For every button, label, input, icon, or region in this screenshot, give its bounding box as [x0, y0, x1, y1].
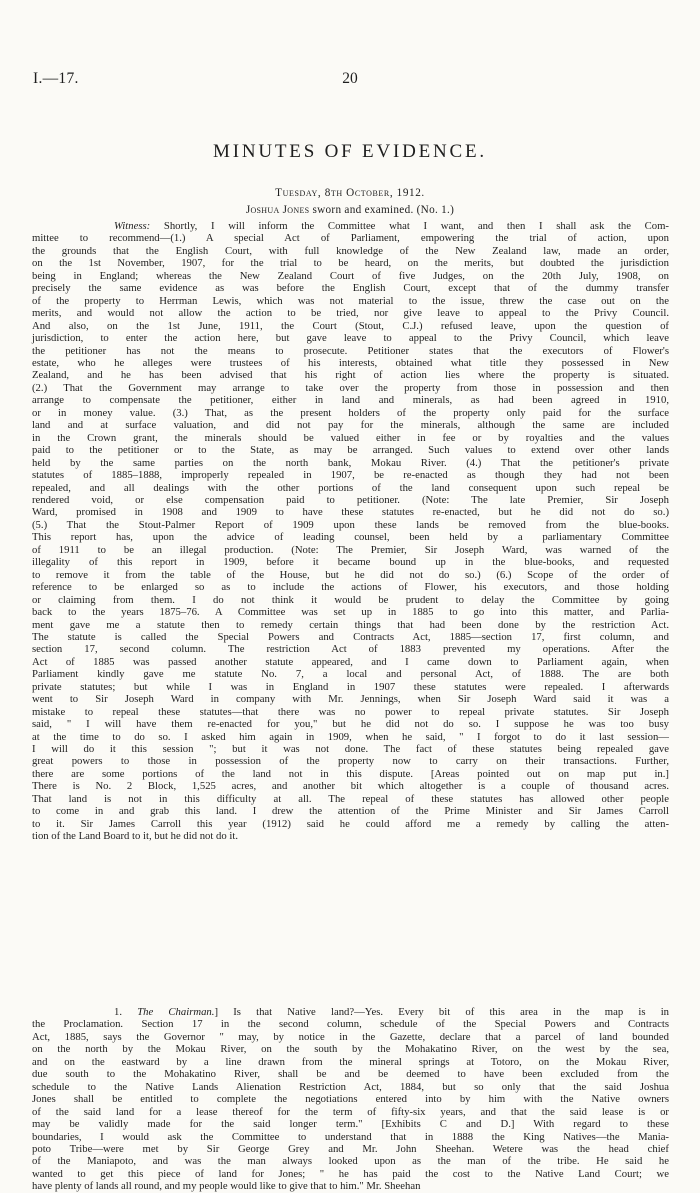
text-line: [32, 457, 669, 469]
evidence-paragraph-2: [32, 1006, 669, 1193]
line-text: And also, on the 1st June, 1911, the Court (Stout, C.J.) refused leave, upon the question of: [32, 319, 669, 332]
line-text: land and at surface valuation, and did not pay for the minerals, although the same are included: [32, 419, 669, 432]
text-line: [32, 681, 669, 693]
line-text: went to Sir Joseph Ward in company with Mr. Jennings, when Sir Joseph Ward said it was a: [32, 693, 669, 706]
line-text: said, " I will have them re-enacted for you," but he did not do so. I suppose he was too busy: [32, 718, 669, 731]
text-line: [32, 818, 669, 830]
witness-name: Joshua Jones: [245, 204, 310, 216]
line-text: ] Is that Native land?—Yes. Every bit of this area in the map is in: [214, 1006, 670, 1018]
text-line: [32, 307, 669, 319]
text-line: [32, 1106, 669, 1118]
text-line: [32, 232, 669, 244]
text-line: [32, 718, 669, 730]
speaker-label: The Chairman.: [137, 1006, 215, 1018]
text-line: [32, 270, 669, 282]
text-line: [32, 581, 669, 593]
text-line: [32, 519, 669, 531]
line-text: being in England; whereas the New Zealand Court of five Judges, on the 20th July, 1908, on: [32, 269, 669, 282]
text-line: [32, 656, 669, 668]
line-text: poto Tribe—were met by Sir George Grey and Mr. John Sheehan. Wetere was the head chief: [32, 1142, 669, 1155]
text-line: [32, 1180, 669, 1192]
line-text: There is No. 2 Block, 1,525 acres, and another bit which altogether is a couple of thousand acres.: [32, 780, 669, 793]
text-line: [32, 469, 669, 481]
text-line: [32, 394, 669, 406]
text-line: [32, 1068, 669, 1080]
line-text: Jones shall be entitled to complete the negotiations entered into by him with the Native owners: [32, 1093, 669, 1106]
text-line: [32, 1155, 669, 1167]
text-line: [32, 220, 669, 232]
date-day: Tuesday: [275, 187, 318, 199]
text-line: [32, 1006, 669, 1018]
text-line: [32, 482, 669, 494]
line-text: arrange to compensate the petitioner, either in land and minerals, as had been agreed in 1910,: [32, 394, 669, 407]
date-line: [0, 187, 700, 199]
text-line: [32, 419, 669, 431]
text-line: [32, 1093, 669, 1105]
text-line: [32, 1131, 669, 1143]
text-line: [32, 444, 669, 456]
line-text: to remove it from the table of the House, but he did not do so.) (6.) Scope of the order of: [32, 568, 669, 581]
text-line: [32, 544, 669, 556]
line-text: rendered void, or else compensation paid to petitioner. (Note: The late Premier, Sir Joseph: [32, 493, 669, 506]
witness-label: Witness:: [114, 220, 151, 232]
line-text: Shortly, I will inform the Committee what I want, and then I shall ask the Com-: [150, 220, 669, 232]
line-text: to it. Sir James Carroll this year (1912) said he could afford me a remedy by calling the atten-: [32, 817, 669, 830]
page-title: MINUTES OF EVIDENCE.: [213, 141, 487, 162]
line-text: statutes of 1885–1888, improperly repealed in 1907, be re-enacted as though they had not been: [32, 469, 669, 482]
text-line: [32, 1118, 669, 1130]
line-text: repealed, and all dealings with the other portions of the land consequent upon such repeal be: [32, 481, 669, 494]
text-line: [32, 594, 669, 606]
date-rest: , 8th October, 1912.: [317, 187, 425, 199]
line-text: merits, and would not allow the action to be tried, nor give leave to appeal to the Privy Council.: [32, 307, 669, 320]
line-text: That land is not in this difficulty at all. The repeal of these statutes has allowed other people: [32, 792, 669, 805]
line-text: due south to the Mohakatino River, shall be and be deemed to have been excluded from the: [32, 1068, 669, 1081]
line-text: Act of 1885 was passed another statute appeared, and I came down to Parliament again, when: [32, 655, 669, 668]
line-text: on the 1st November, 1907, for the trial to be heard, on the merits, but doubted the jurisdiction: [32, 257, 669, 270]
text-line: [32, 506, 669, 518]
line-text: schedule to the Native Lands Alienation Restriction Act, 1884, but so only that the said Joshua: [32, 1080, 669, 1093]
line-text: Ward, promised in 1908 and 1909 to have these statutes re-enacted, but he did not do so.): [32, 506, 669, 519]
text-line: [32, 606, 669, 618]
text-line: [32, 382, 669, 394]
line-text: there are some portions of the land not in this dispute. [Areas pointed out on map put in.]: [32, 767, 669, 780]
line-text: of the property to Herrman Lewis, which was not material to the issue, threw the case out on the: [32, 294, 669, 307]
text-line: [32, 1056, 669, 1068]
text-line: [32, 1081, 669, 1093]
text-line: [32, 805, 669, 817]
text-line: [32, 780, 669, 792]
text-line: [32, 282, 669, 294]
text-line: [32, 1031, 669, 1043]
text-line: [32, 631, 669, 643]
text-line: [32, 1043, 669, 1055]
text-line: [32, 295, 669, 307]
text-line: [32, 793, 669, 805]
text-line: [32, 494, 669, 506]
line-text: mistake to repeal these statutes—that there was no power to repeal private statutes. Sir Joseph: [32, 705, 669, 718]
text-line: [32, 332, 669, 344]
witness-rest: sworn and examined. (No. 1.): [309, 204, 455, 216]
text-line: [32, 345, 669, 357]
text-line: [32, 643, 669, 655]
line-text: the petitioner has not the means to prosecute. Petitioner states that the executors of Flower's: [32, 344, 669, 357]
line-text: and on the eastward by a line drawn from the mineral springs at Totoro, on the Mokau River,: [32, 1055, 669, 1068]
line-text: the Proclamation. Section 17 in the second column, schedule of the Special Powers and Contracts: [32, 1018, 669, 1031]
line-text: (2.) That the Government may arrange to take over the property from those in possession and then: [32, 381, 669, 394]
text-line: [32, 693, 669, 705]
line-text: held by the same parties on the north bank, Mokau River. (4.) That the petitioner's private: [32, 456, 669, 469]
text-line: [32, 369, 669, 381]
line-text: section 17, second column. The restriction Act of 1883 prevented my operations. After the: [32, 643, 669, 656]
text-line: [32, 706, 669, 718]
sessional-paper-reference: I.—17.: [33, 70, 79, 87]
text-line: [32, 257, 669, 269]
line-text: may be validly made for the said longer term." [Exhibits C and D.] With regard to these: [32, 1118, 669, 1131]
line-text: at the time to do so. I asked him again in 1909, when he said, " I forgot to do it last session—: [32, 730, 669, 743]
text-line: [32, 556, 669, 568]
line-text: Zealand, and he has been advised that his right of action lies where the property is situated.: [32, 369, 669, 382]
text-line: [32, 768, 669, 780]
line-text: Act, 1885, says the Governor " may, by notice in the Gazette, declare that a parcel of land bounded: [32, 1030, 669, 1043]
line-text: in the Crown grant, the minerals should be valued either in fee or by royalties and the values: [32, 431, 669, 444]
line-text: reference to be enlarged so as to include the actions of Flower, his executors, and those holding: [32, 581, 669, 594]
line-text: on the north by the Mokau River, on the south by the Mohakatino River, on the west by the sea,: [32, 1043, 669, 1056]
line-text: tion of the Land Board to it, but he did not do it.: [32, 830, 239, 843]
text-line: [32, 731, 669, 743]
line-text: of 1911 to be an illegal production. (Note: The Premier, Sir Joseph Ward, was warned of the: [32, 543, 669, 556]
text-line: [32, 320, 669, 332]
text-line: [32, 245, 669, 257]
line-text: jurisdiction, to enter the action here, but gave leave to appeal to the Privy Council, which leave: [32, 332, 669, 345]
text-line: [32, 432, 669, 444]
text-line: [32, 569, 669, 581]
line-text: the grounds that the English Court, with full knowledge of the New Zealand law, made an order,: [32, 244, 669, 257]
line-text: or claiming from them. I do not think it would be prudent to delay the Committee by going: [32, 593, 669, 606]
line-text: This report has, upon the advice of leading counsel, been held by a parliamentary Committee: [32, 531, 669, 544]
line-text: (5.) That the Stout-Palmer Report of 1909 upon these lands be removed from the blue-books.: [32, 518, 669, 531]
text-line: [32, 1018, 669, 1030]
line-text: to come in and grab this land. I drew the attention of the Prime Minister and Sir James Carroll: [32, 805, 669, 818]
text-line: [32, 407, 669, 419]
text-line: [32, 531, 669, 543]
line-text: wanted to get this piece of land for Jones; " he has paid the cost to the Native Land Court; we: [32, 1167, 669, 1180]
text-line: [32, 619, 669, 631]
line-text: illegality of this report in 1909, before it became bound up in the blue-books, and requested: [32, 556, 669, 569]
line-text: The statute is called the Special Powers and Contracts Act, 1885—section 17, first column, and: [32, 630, 669, 643]
text-line: [32, 743, 669, 755]
line-text: mittee to recommend—(1.) A special Act of Parliament, empowering the trial of action, upon: [32, 232, 669, 245]
line-text: precisely the same evidence as was before the English Court, except that of the dummy transfer: [32, 282, 669, 295]
line-text: paid to the petitioner or to the State, as may be arranged. Such values to extend over other lands: [32, 444, 669, 457]
text-line: [32, 1143, 669, 1155]
line-text: Parliament kindly gave me statute No. 7, a local and personal Act, of 1888. The are both: [32, 668, 669, 681]
line-text: private statutes; but while I was in England in 1907 these statutes were repealed. I afterwards: [32, 680, 669, 693]
line-text: ment gave me a statute then to remedy certain things that had been done by the restriction Act.: [32, 618, 669, 631]
line-text: or in money value. (3.) That, as the present holders of the property only paid for the surface: [32, 406, 669, 419]
evidence-paragraph-1: [32, 220, 669, 843]
line-text: boundaries, I would ask the Committee to understand that in 1888 the King Natives—the Mania-: [32, 1130, 669, 1143]
text-line: [32, 830, 669, 842]
line-text: great powers to those in possession of the property now to carry on their transactions. Further,: [32, 755, 669, 768]
line-text: of the Maniapoto, and was the man always looked upon as the man of the tribe. He said he: [32, 1155, 669, 1168]
question-number: 1.: [114, 1006, 123, 1018]
text-line: [32, 357, 669, 369]
text-line: [32, 755, 669, 767]
line-text: estate, who he alleges were trustees of his interests, obtained what title they possessed in New: [32, 356, 669, 369]
text-line: [32, 1168, 669, 1180]
line-text: back to the years 1875–76. A Committee was set up in 1885 to go into this matter, and Parlia-: [32, 606, 669, 619]
witness-line: [0, 204, 700, 216]
line-text: I will do it this session "; but it was not done. The fact of these statutes being repealed gave: [32, 743, 669, 756]
page-number: 20: [342, 70, 358, 87]
line-text: have plenty of lands all round, and my people would like to give that to him." Mr. Sheehan: [32, 1180, 421, 1193]
text-line: [32, 668, 669, 680]
line-text: of the said land for a lease thereof for the term of fifty-six years, and that the said lease is or: [32, 1105, 669, 1118]
